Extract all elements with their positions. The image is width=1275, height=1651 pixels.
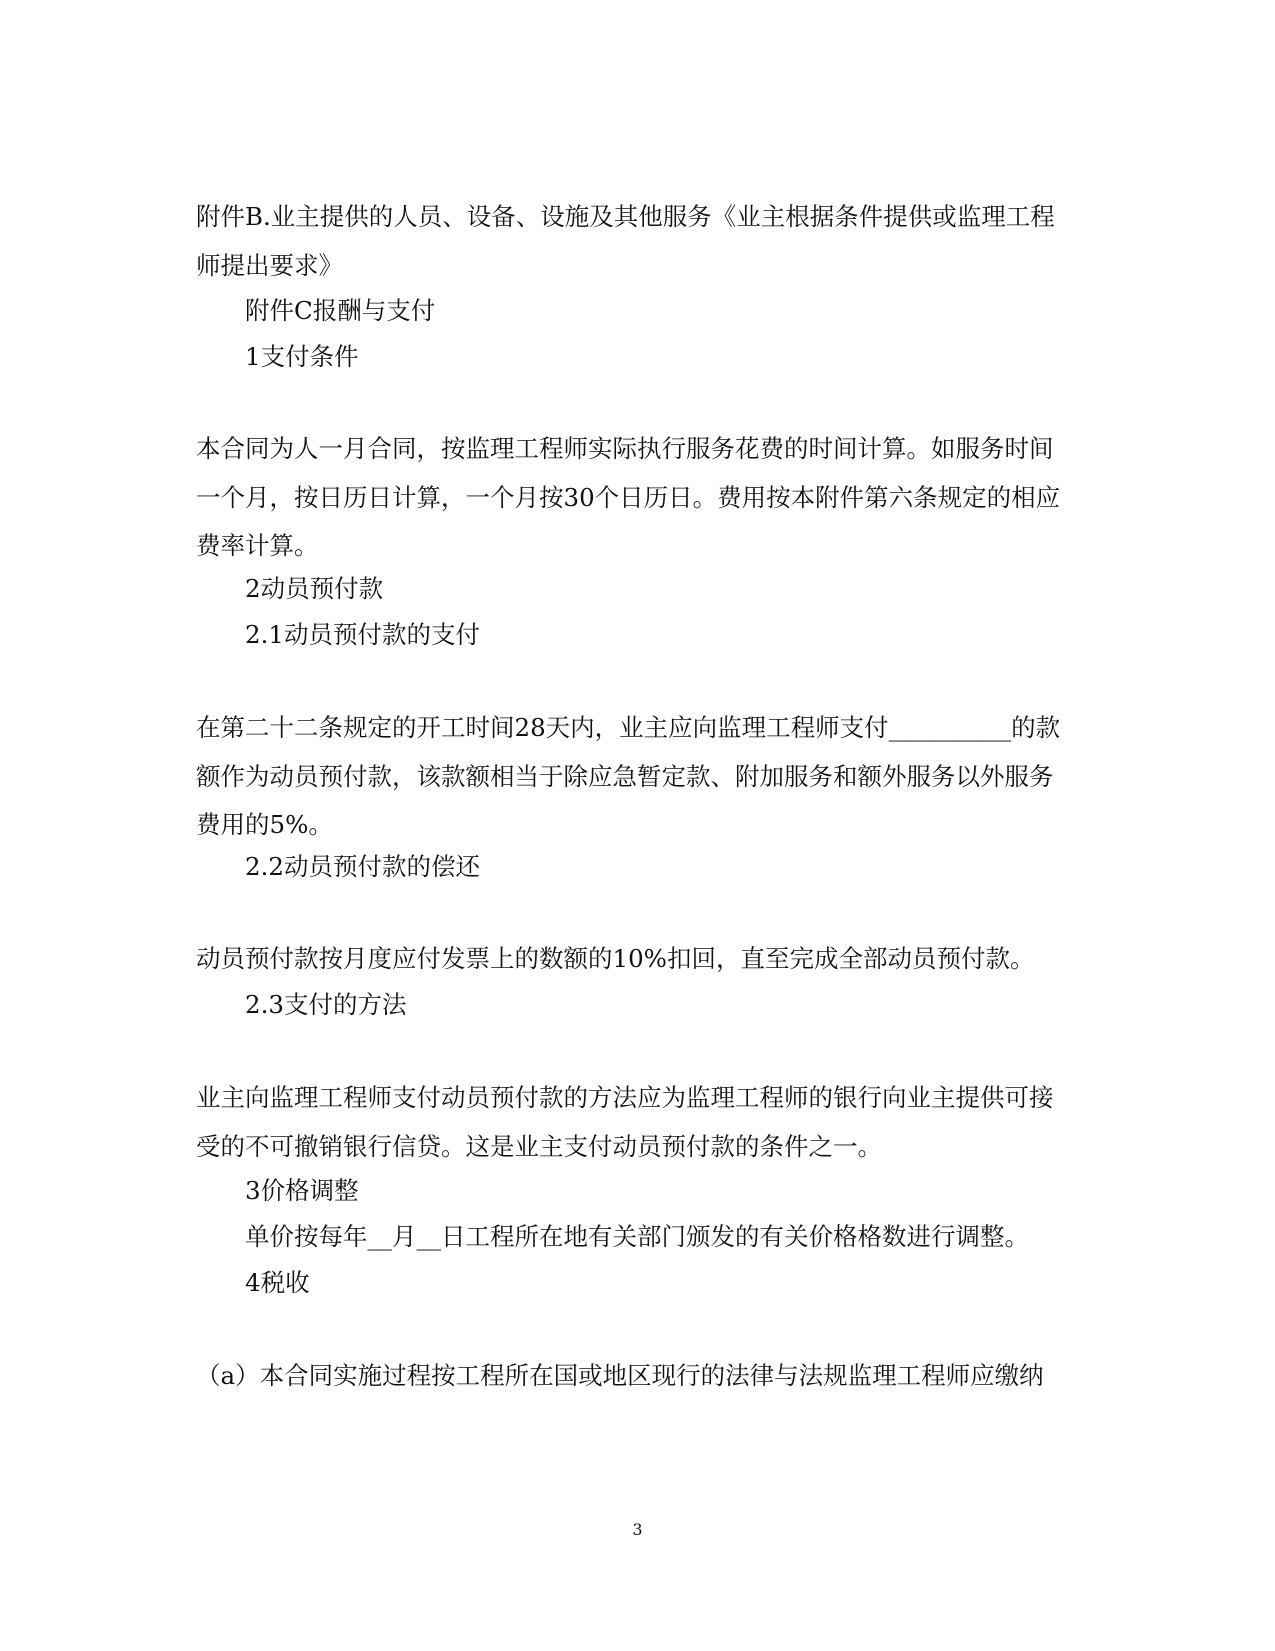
attachment-c-heading: 附件C报酬与支付: [245, 296, 436, 325]
section-2-1-paragraph: 在第二十二条规定的开工时间28天内，业主应向监理工程师支付__________的款额作为动员预付款，该款额相当于除应急暂定款、附加服务和额外服务以外服务费用的5%。: [196, 713, 1061, 839]
section-2-1-heading: 2.1动员预付款的支付: [245, 620, 480, 649]
section-1-paragraph: 本合同为人一月合同，按监理工程师实际执行服务花费的时间计算。如服务时间一个月，按日历日计算，一个月按30个日历日。费用按本附件第六条规定的相应费率计算。: [196, 434, 1061, 560]
page-number: 3: [632, 1520, 643, 1539]
section-4a-paragraph: （a）本合同实施过程按工程所在国或地区现行的法律与法规监理工程师应缴纳: [196, 1361, 1044, 1390]
section-2-heading: 2动员预付款: [245, 574, 384, 603]
section-3-heading: 3价格调整: [245, 1176, 359, 1205]
section-2-3-heading: 2.3支付的方法: [245, 990, 407, 1019]
section-2-2-heading: 2.2动员预付款的偿还: [245, 852, 480, 881]
section-2-2-paragraph: 动员预付款按月度应付发票上的数额的10%扣回，直至完成全部动员预付款。: [196, 944, 1035, 973]
section-3-paragraph: 单价按每年__月__日工程所在地有关部门颁发的有关价格格数进行调整。: [245, 1222, 1029, 1251]
section-1-heading: 1支付条件: [245, 342, 359, 371]
attachment-b-paragraph: 附件B.业主提供的人员、设备、设施及其他服务《业主根据条件提供或监理工程师提出要求》: [196, 202, 1055, 280]
section-2-3-paragraph: 业主向监理工程师支付动员预付款的方法应为监理工程师的银行向业主提供可接受的不可撤销银行信贷。这是业主支付动员预付款的条件之一。: [196, 1083, 1054, 1161]
section-4-heading: 4税收: [245, 1268, 310, 1297]
